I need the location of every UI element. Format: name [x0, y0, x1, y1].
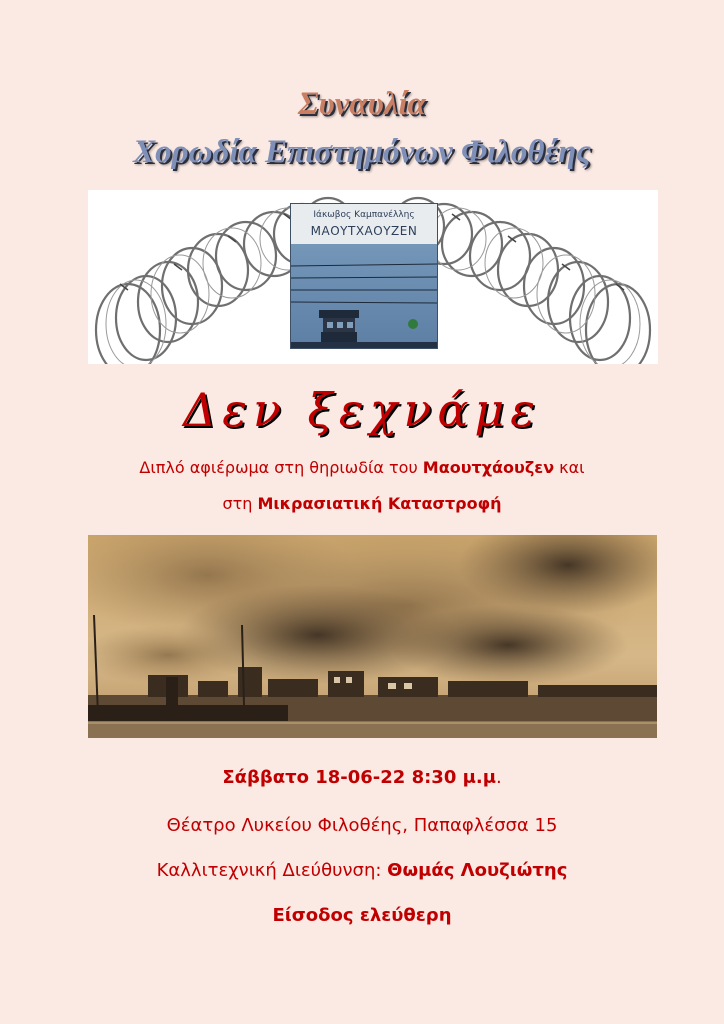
- slogan-heading: Δεν ξεχνάμε: [183, 383, 541, 437]
- description-line-1: [60, 458, 664, 477]
- description-text: Διπλό αφιέρωμα στη θηριωδία του: [139, 458, 423, 477]
- event-date-period: .: [495, 767, 502, 788]
- event-date-text: Σάββατο 18-06-22 8:30 μ.μ: [222, 767, 496, 788]
- description-line-2: [60, 494, 664, 513]
- book-cover: [291, 204, 437, 348]
- description-text: και: [554, 458, 585, 477]
- description-text: στη: [222, 494, 258, 513]
- book-author: Ιάκωβος Καμπανέλλης: [313, 210, 415, 220]
- watchtower-graphic: [291, 244, 437, 348]
- poster-title-concert: Συναυλία: [298, 86, 426, 122]
- event-venue: Θέατρο Λυκείου Φιλοθέης, Παπαφλέσσα 15: [166, 815, 558, 836]
- smyrna-photo: [88, 535, 657, 738]
- free-entry-note: Είσοδος ελεύθερη: [272, 905, 452, 926]
- poster-title-choir: Χορωδία Επιστημόνων Φιλοθέης: [133, 134, 591, 170]
- barbed-wire-image: [88, 190, 658, 364]
- artistic-director-name: Θωμάς Λουζιώτης: [387, 860, 568, 881]
- smyrna-photo-graphic: [88, 535, 657, 738]
- event-date: [0, 767, 724, 788]
- book-title: ΜΑΟΥΤΧΑΟΥΖΕΝ: [310, 224, 418, 238]
- artistic-direction: [0, 860, 724, 881]
- description-highlight-catastrophe: Μικρασιατική Καταστροφή: [257, 494, 502, 513]
- artistic-direction-label: Καλλιτεχνική Διεύθυνση:: [156, 860, 388, 881]
- description-highlight-mauthausen: Μαουτχάουζεν: [422, 458, 555, 477]
